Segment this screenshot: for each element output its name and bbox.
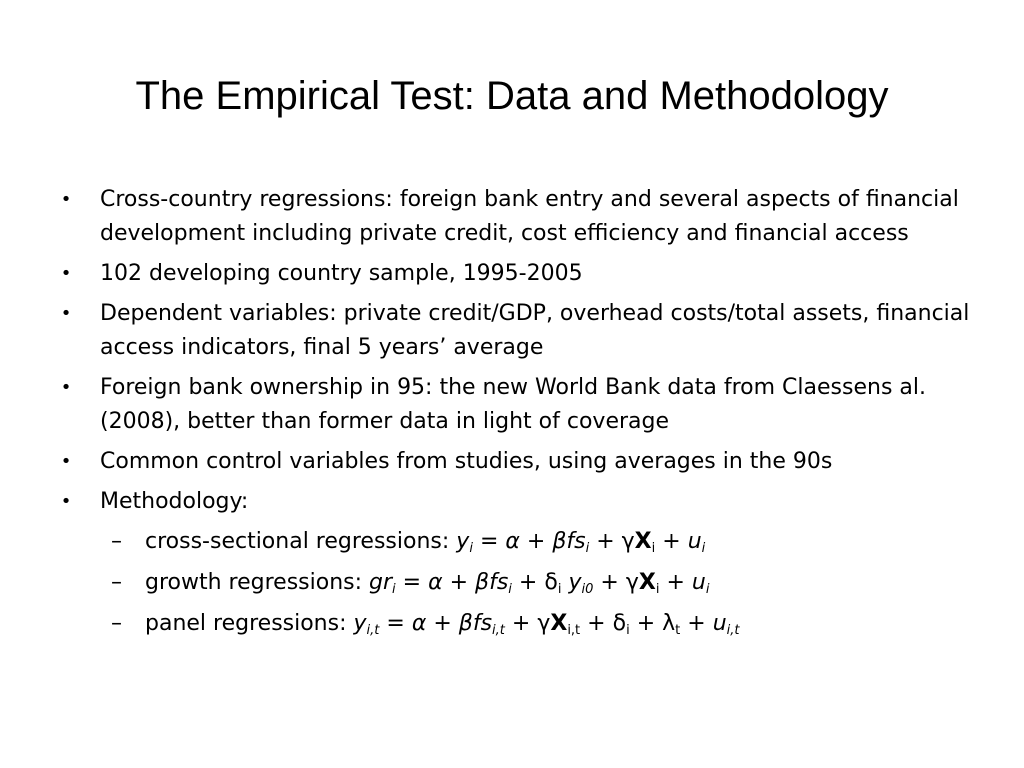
sub-bullet-item: [56, 525, 986, 559]
bullet-icon: •: [60, 189, 72, 210]
bullet-icon: •: [60, 303, 72, 324]
eq-subscript: i: [508, 582, 512, 597]
sub-bullet-label: growth regressions:: [145, 570, 363, 595]
eq-operator: =: [479, 529, 499, 554]
eq-var: α: [411, 611, 427, 636]
eq-var: gr: [369, 570, 393, 595]
bullet-icon: •: [60, 263, 72, 284]
eq-var: α: [505, 529, 520, 554]
bullet-item: [56, 371, 986, 439]
eq-subscript: i,t: [726, 623, 740, 638]
bullet-text: 102 developing country sample, 1995-2005: [100, 261, 583, 286]
bullet-icon: •: [60, 377, 72, 398]
equation: [354, 611, 740, 636]
eq-var: y: [568, 570, 582, 595]
eq-operator: +: [587, 611, 606, 636]
bullet-text: Foreign bank ownership in 95: the new World Bank data from Claessens al. (2008), better than former data in light of coverage: [100, 375, 926, 434]
eq-operator: +: [518, 570, 538, 595]
eq-var: δ: [612, 611, 627, 636]
eq-operator: +: [600, 570, 619, 595]
eq-var: y: [456, 529, 470, 554]
eq-var: λ: [662, 611, 676, 636]
eq-var: γ: [621, 529, 635, 554]
eq-var: u: [691, 570, 706, 595]
eq-subscript: i: [705, 582, 710, 597]
bullet-icon: •: [60, 491, 72, 512]
bullet-item: [56, 445, 986, 479]
dash-icon: –: [111, 611, 122, 636]
eq-operator: +: [687, 611, 706, 636]
eq-subscript: i: [655, 582, 660, 597]
eq-var: y: [353, 611, 367, 636]
sub-bullet-label: cross-sectional regressions:: [145, 529, 450, 554]
eq-subscript: t: [675, 623, 681, 638]
bullet-text: Common control variables from studies, using averages in the 90s: [100, 449, 833, 474]
eq-var: βfs: [475, 570, 509, 595]
eq-operator: =: [402, 570, 422, 595]
eq-subscript: i: [469, 541, 473, 556]
eq-subscript: i,t: [567, 623, 581, 638]
eq-var: X: [634, 529, 652, 554]
eq-subscript: i,t: [366, 623, 380, 638]
sub-bullet-label: panel regressions:: [145, 611, 347, 636]
eq-operator: +: [666, 570, 685, 595]
sub-bullet-item: [56, 607, 986, 641]
eq-var: βfs: [552, 529, 586, 554]
bullet-text: Methodology:: [100, 489, 249, 514]
eq-var: u: [712, 611, 727, 636]
slide-title: The Empirical Test: Data and Methodology: [135, 74, 889, 118]
eq-var: βfs: [458, 611, 493, 636]
eq-subscript: i,t: [492, 623, 505, 638]
dash-icon: –: [111, 570, 122, 595]
bullet-item: [56, 297, 986, 365]
bullet-item: [56, 485, 986, 519]
eq-subscript: i: [585, 541, 590, 556]
eq-var: X: [638, 570, 656, 595]
eq-subscript: i: [651, 541, 656, 556]
eq-subscript: i: [557, 582, 562, 597]
eq-var: γ: [537, 611, 551, 636]
equation: [456, 529, 705, 554]
eq-operator: +: [511, 611, 531, 636]
eq-var: γ: [625, 570, 639, 595]
eq-var: α: [428, 570, 443, 595]
eq-operator: +: [662, 529, 681, 554]
eq-var: X: [550, 611, 568, 636]
bullet-text: Dependent variables: private credit/GDP, overhead costs/total assets, financial access indicators, final 5 years’ average: [100, 301, 970, 360]
eq-operator: +: [526, 529, 546, 554]
eq-var: δ: [544, 570, 558, 595]
eq-subscript: i: [392, 582, 396, 597]
eq-subscript: i: [701, 541, 706, 556]
bullet-item: [56, 257, 986, 291]
bullet-text: Cross-country regressions: foreign bank entry and several aspects of financial development including private credit, cost efficiency and financial access: [100, 187, 959, 246]
bullet-item: [56, 183, 986, 251]
dash-icon: –: [111, 529, 122, 554]
eq-operator: +: [433, 611, 452, 636]
sub-bullet-item: [56, 566, 986, 600]
bullet-icon: •: [60, 451, 72, 472]
eq-operator: +: [596, 529, 615, 554]
eq-subscript: i0: [581, 582, 594, 597]
bullet-list: [56, 183, 986, 648]
equation: [369, 570, 709, 595]
eq-var: u: [687, 529, 702, 554]
eq-operator: +: [636, 611, 656, 636]
eq-subscript: i: [626, 623, 630, 638]
eq-operator: +: [449, 570, 469, 595]
eq-operator: =: [386, 611, 405, 636]
